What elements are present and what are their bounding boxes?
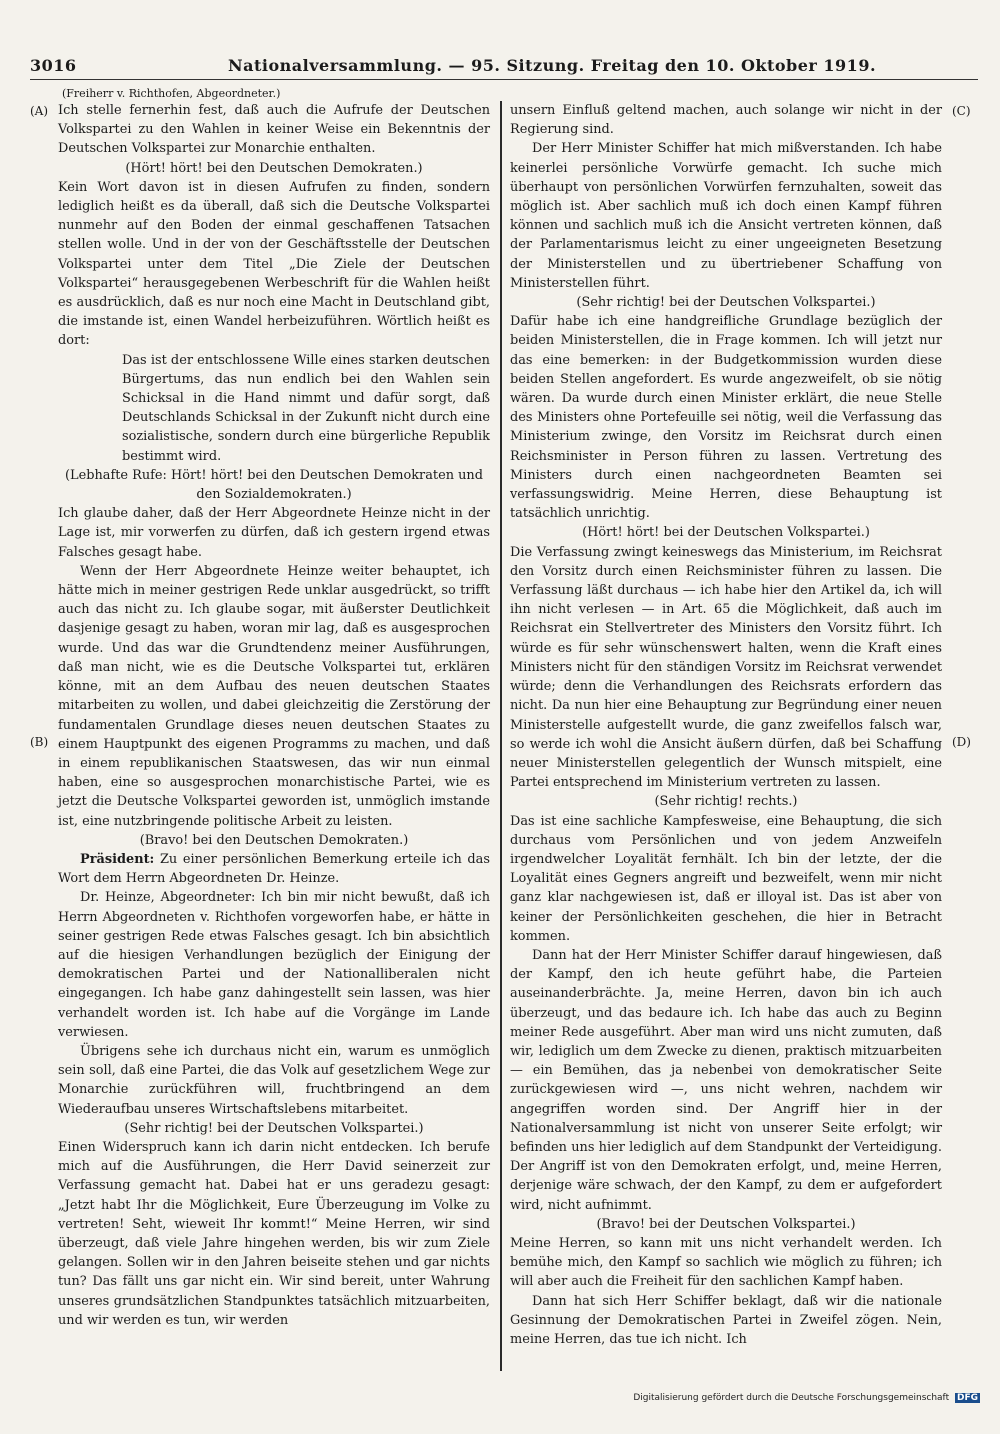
paragraph-text: Wenn der Herr Abgeordnete Heinze weiter behauptet, ich hätte mich in meiner gestrigen Rede unklar ausgedrückt, so trifft auch das nicht zu. Ich glaube sogar, mit äußerster Deutlichkeit dasjenige gesagt zu haben, woran mir lag, daß es ausgesprochen wurde. Und das war die Grundtendenz meiner Ausführungen, daß man nicht, wie es die Deutsche Volkspartei tut, erklären könne, mit an dem Aufbau des neuen deutschen Staates mitarbeiten zu wollen, und dabei gleichzeitig die Zerstörung der fundamentalen Grundlage dieses neuen deutschen Staates zu einem Hauptpunkt des eigenen Programms zu machen, und daß in einem republikanischen Staatswesen, das wir nun einmal haben, eine so ausgesprochen monarchistische Partei, wie es jetzt die Deutsche Volkspartei geworden ist, unmöglich imstande ist, eine nutzbringende politische Arbeit zu leisten. bbox=[58, 563, 490, 829]
paragraph bbox=[58, 1042, 490, 1119]
paragraph-text: (Sehr richtig! rechts.) bbox=[654, 794, 798, 810]
paragraph bbox=[58, 101, 490, 159]
paragraph-text: Die Verfassung zwingt keineswegs das Ministerium, im Reichsrat den Vorsitz durch einen Reichsminister führen zu lassen. Die Verfassung läßt durchaus — ich habe hier den Artikel da, ich will ihn nicht verlesen — in Art. 65 die Möglichkeit, daß auch im Reichsrat ein Stellvertreter des Ministers den Vorsitz führt. Ich würde es für sehr wünschenswert halten, wenn die Kraft eines Ministers nicht für den ständigen Vorsitz im Reichsrat verwendet würde; denn die Verhandlungen des Reichsrats erfordern das nicht. Da nun hier eine Behauptung zur Begründung einer neuen Ministerstelle aufgestellt wurde, die ganz zweifellos falsch war, so werde ich wohl die Ansicht äußern dürfen, daß bei Schaffung neuer Ministerstellen gelegentlich der Wunsch mitspielt, eine Partei entsprechend im Ministerium vertreten zu lassen. bbox=[510, 544, 942, 791]
dfg-logo: DFG bbox=[956, 1393, 978, 1403]
interjection bbox=[58, 466, 490, 504]
page-number: 3016 bbox=[30, 56, 77, 75]
quotation bbox=[122, 351, 490, 466]
paragraph bbox=[58, 888, 490, 1042]
paragraph-text: (Lebhafte Rufe: Hört! hört! bei den Deutschen Demokraten und den Sozialdemokraten.) bbox=[65, 467, 483, 503]
paragraph-text: Das ist der entschlossene Wille eines starken deutschen Bürgertums, das nun endlich bei den Wahlen sein Schicksal in die Hand nimmt und dafür sorgt, daß Deutschlands Schicksal in der Zukunft nicht durch eine sozialistische, sondern durch eine bürgerliche Republik bestimmt wird. bbox=[122, 352, 490, 464]
speaker-header: (Freiherr v. Richthofen, Abgeordneter.) bbox=[62, 87, 281, 100]
paragraph-text: (Hört! hört! bei den Deutschen Demokraten.) bbox=[125, 160, 423, 176]
paragraph-text: Einen Widerspruch kann ich darin nicht entdecken. Ich berufe mich auf die Ausführungen, die Herr David seinerzeit zur Verfassung gemacht hat. Dabei hat er uns geradezu gesagt: „Jetzt habt Ihr die Möglichkeit, Eure Überzeugung im Volke zu vertreten! Seht, wieweit Ihr kommt!“ Meine Herren, wir sind überzeugt, daß viele Jahre hingehen werden, bis wir zum Ziele gelangen. Sollen wir in den Jahren beiseite stehen und gar nichts tun? Das fällt uns gar nicht ein. Wir sind bereit, unter Wahrung unseres grundsätzlichen Standpunktes tatsächlich mitzuarbeiten, und wir werden es tun, wir werden bbox=[58, 1139, 490, 1328]
interjection bbox=[510, 523, 942, 542]
paragraph-text: (Sehr richtig! bei der Deutschen Volkspartei.) bbox=[576, 295, 876, 311]
interjection bbox=[510, 293, 942, 312]
paragraph-text: Ich glaube daher, daß der Herr Abgeordnete Heinze nicht in der Lage ist, mir vorwerfen zu dürfen, daß ich gestern irgend etwas Falsches gesagt habe. bbox=[58, 506, 490, 560]
right-column bbox=[510, 101, 942, 1349]
footer-text: Digitalisierung gefördert durch die Deutsche Forschungsgemeinschaft bbox=[633, 1393, 950, 1403]
column-divider bbox=[500, 101, 502, 1371]
paragraph bbox=[58, 850, 490, 888]
paragraph-text: Der Herr Minister Schiffer hat mich mißverstanden. Ich habe keinerlei persönliche Vorwürfe gemacht. Ich suche mich überhaupt von persönlichen Vorwürfen fernzuhalten, soweit das möglich ist. Aber sachlich muß ich doch einen Kampf führen können und sachlich muß ich die Ansicht vertreten können, daß der Parlamentarismus leicht zu einer ungeeigneten Besetzung der Ministerstellen und zu übertriebener Schaffung von Ministerstellen führt. bbox=[510, 141, 942, 291]
paragraph bbox=[510, 543, 942, 793]
margin-marker-b: (B) bbox=[30, 735, 49, 749]
speaker-label: Präsident: bbox=[80, 851, 155, 867]
paragraph bbox=[510, 101, 942, 139]
paragraph-text: Meine Herren, so kann mit uns nicht verhandelt werden. Ich bemühe mich, den Kampf so sachlich wie möglich zu führen; ich will aber auch die Freiheit für den sachlichen Kampf haben. bbox=[510, 1235, 942, 1290]
margin-marker-c: (C) bbox=[952, 104, 971, 118]
interjection bbox=[58, 159, 490, 178]
paragraph bbox=[58, 1138, 490, 1330]
left-column bbox=[58, 101, 490, 1330]
paragraph-text: (Bravo! bei den Deutschen Demokraten.) bbox=[139, 832, 409, 848]
header-title: Nationalversammlung. — 95. Sitzung. Freitag den 10. Oktober 1919. bbox=[228, 56, 877, 75]
paragraph bbox=[510, 812, 942, 946]
interjection bbox=[510, 792, 942, 811]
paragraph-text: (Sehr richtig! bei der Deutschen Volkspartei.) bbox=[124, 1120, 424, 1136]
paragraph-text: Das ist eine sachliche Kampfesweise, eine Behauptung, die sich durchaus vom Persönlichen und von jedem Anzweifeln irgendwelcher Loyalität fernhält. Ich bin der letzte, der die Loyalität eines Gegners angreift und bezweifelt, wenn mir nicht ganz klar nachgewiesen ist, daß er illoyal ist. Das ist aber von keiner der Persönlichkeiten geschehen, die hier in Betracht kommen. bbox=[510, 813, 942, 944]
paragraph bbox=[58, 178, 490, 351]
interjection bbox=[510, 1215, 942, 1234]
paragraph bbox=[510, 946, 942, 1215]
paragraph bbox=[58, 504, 490, 562]
running-header bbox=[30, 56, 980, 78]
paragraph-text: Dr. Heinze, Abgeordneter: Ich bin mir nicht bewußt, daß ich Herrn Abgeordneten v. Richthofen vorgeworfen habe, er hätte in seiner gestrigen Rede etwas Falsches gesagt. Ich bin absichtlich auf die hiesigen Verhandlungen bezüglich der Einigung der demokratischen Partei und der Nationalliberalen nicht eingegangen. Ich habe ganz dahingestellt sein lassen, was hier verhandelt worden ist. Ich habe auf die Vorgänge im Lande verwiesen. bbox=[58, 890, 490, 1040]
paragraph bbox=[510, 312, 942, 523]
margin-marker-d: (D) bbox=[952, 735, 971, 749]
paragraph-text: Dafür habe ich eine handgreifliche Grundlage bezüglich der beiden Ministerstellen, die in Frage kommen. Ich will jetzt nur das eine bemerken: in der Budgetkommission wurden diese beiden Stellen angefordert. Es wurde angezweifelt, ob sie nötig wären. Da wurde durch einen Minister erklärt, die neue Stelle des Ministers ohne Portefeuille sei nötig, weil die Verfassung das Ministerium zwinge, den Vorsitz im Reichsrat durch einen Reichsminister in Person führen zu lassen. Vertretung des Ministers durch einen nachgeordneten Beamten sei verfassungswidrig. Meine Herren, diese Behauptung ist tatsächlich unrichtig. bbox=[510, 314, 942, 522]
paragraph-text: Übrigens sehe ich durchaus nicht ein, warum es unmöglich sein soll, daß eine Partei, die das Volk auf gesetzlichem Wege zur Monarchie zurückführen will, fruchtbringend an dem Wiederaufbau unseres Wirtschaftslebens mitarbeitet. bbox=[58, 1043, 490, 1117]
paragraph-text: unsern Einfluß geltend machen, auch solange wir nicht in der Regierung sind. bbox=[510, 103, 942, 138]
footer bbox=[633, 1393, 980, 1403]
paragraph-text: Zu einer persönlichen Bemerkung erteile ich das Wort dem Herrn Abgeordneten Dr. Heinze. bbox=[58, 851, 490, 887]
paragraph bbox=[510, 139, 942, 293]
interjection bbox=[58, 831, 490, 850]
paragraph-text: Ich stelle fernerhin fest, daß auch die Aufrufe der Deutschen Volkspartei zu den Wahlen in keiner Weise ein Bekenntnis der Deutschen Volkspartei zur Monarchie enthalten. bbox=[58, 103, 490, 157]
paragraph-text: Dann hat der Herr Minister Schiffer darauf hingewiesen, daß der Kampf, den ich heute geführt habe, die Parteien auseinanderbrächte. Ja, meine Herren, davon bin ich auch überzeugt, und das bedaure ich. Ich habe das auch zu Beginn meiner Rede ausgeführt. Aber man wird uns nicht zumuten, daß wir, lediglich um dem Zwecke zu dienen, praktisch mitzuarbeiten — ein Bemühen, das ja nebenbei von demokratischer Seite zurückgewiesen wird —, uns nicht wehren, nachdem wir angegriffen worden sind. Der Angriff hier in der Nationalversammlung ist nicht von unserer Seite erfolgt; wir befinden uns hier lediglich auf dem Standpunkt der Verteidigung. Der Angriff ist von den Demokraten erfolgt, und, meine Herren, derjenige wäre schwach, der den Kampf, zu dem er aufgefordert wird, nicht aufnimmt. bbox=[510, 947, 942, 1213]
paragraph bbox=[58, 562, 490, 831]
paragraph-text: Dann hat sich Herr Schiffer beklagt, daß wir die nationale Gesinnung der Demokratischen Partei in Zweifel zögen. Nein, meine Herren, das tue ich nicht. Ich bbox=[510, 1293, 942, 1347]
interjection bbox=[58, 1119, 490, 1138]
paragraph-text: (Hört! hört! bei der Deutschen Volkspartei.) bbox=[582, 525, 870, 541]
header-rule bbox=[30, 79, 978, 80]
margin-marker-a: (A) bbox=[30, 104, 49, 118]
paragraph bbox=[510, 1292, 942, 1350]
paragraph-text: (Bravo! bei der Deutschen Volkspartei.) bbox=[596, 1216, 856, 1232]
paragraph-text: Kein Wort davon ist in diesen Aufrufen zu finden, sondern lediglich heißt es da überall, daß sich die Deutsche Volkspartei nunmehr auf den Boden der einmal geschaffenen Tatsachen stellen wolle. Und in der von der Geschäftsstelle der Deutschen Volkspartei unter dem Titel „Die Ziele der Deutschen Volkspartei“ herausgegebenen Werbeschrift für die Wahlen heißt es ausdrücklich, daß es nur noch eine Macht in Deutschland gibt, die imstande ist, einen Wandel herbeizuführen. Wörtlich heißt es dort: bbox=[58, 179, 490, 349]
paragraph bbox=[510, 1234, 942, 1292]
